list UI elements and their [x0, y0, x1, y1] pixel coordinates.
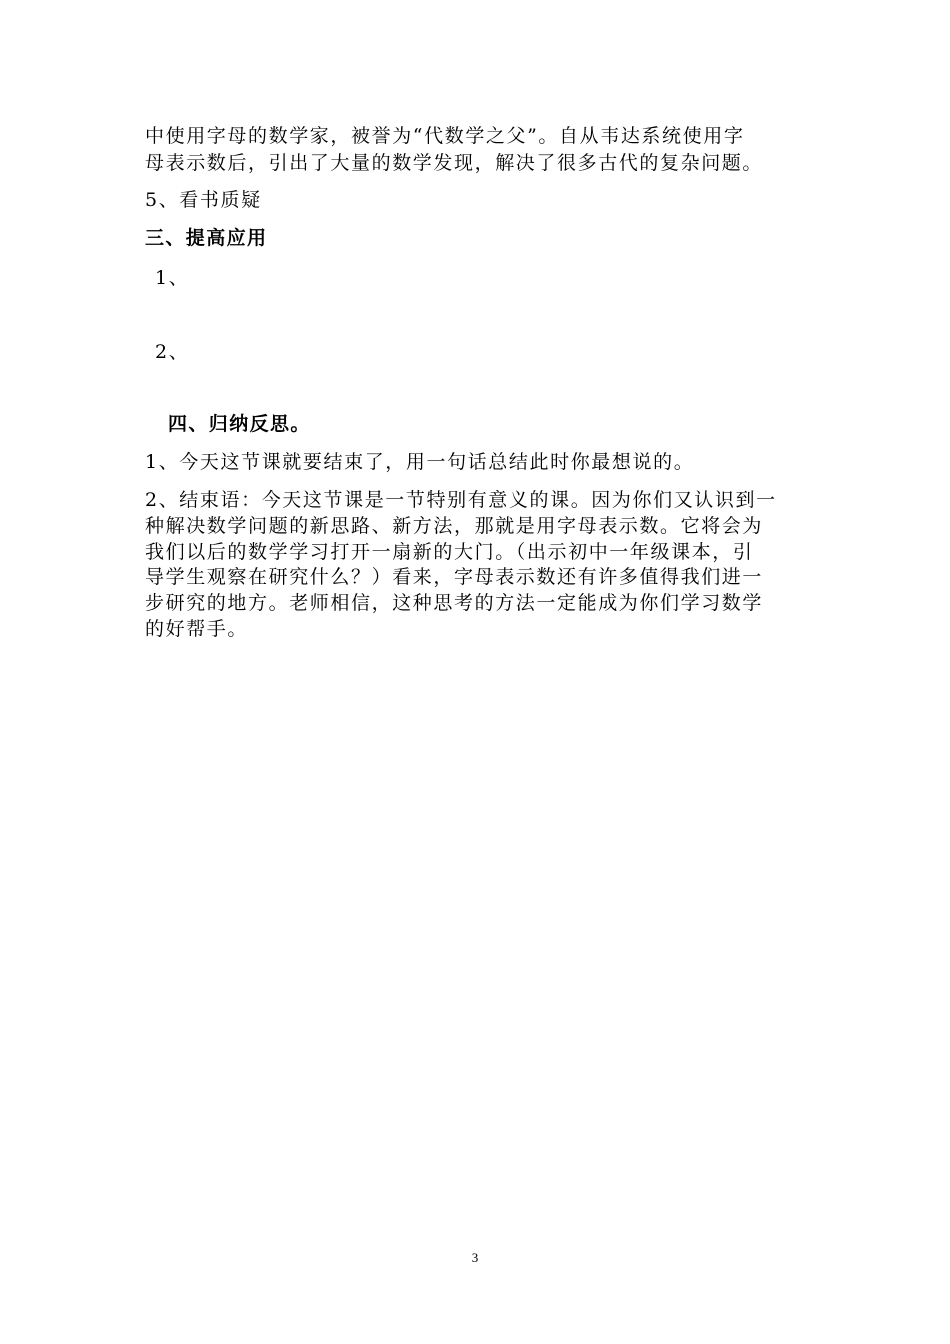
- paragraph-line: 导学生观察在研究什么？）看来，字母表示数还有许多值得我们进一: [145, 566, 764, 588]
- page-number: 3: [471, 1250, 479, 1265]
- paragraph-line: 母表示数后，引出了大量的数学发现，解决了很多古代的复杂问题。: [145, 152, 764, 174]
- paragraph-line: 2、结束语：今天这节课是一节特别有意义的课。因为你们又认识到一: [145, 489, 777, 511]
- paragraph-line: 中使用字母的数学家，被誉为“代数学之父”。自从韦达系统使用字: [145, 125, 745, 147]
- paragraph-line: 我们以后的数学学习打开一扇新的大门。（出示初中一年级课本，引: [145, 541, 754, 563]
- paragraph-line: 种解决数学问题的新思路、新方法，那就是用字母表示数。它将会为: [145, 515, 764, 537]
- list-item: 1、今天这节课就要结束了，用一句话总结此时你最想说的。: [145, 451, 695, 473]
- section-heading: 四、归纳反思。: [168, 413, 311, 435]
- list-item: 2、: [155, 341, 190, 363]
- list-item: 1、: [155, 267, 190, 289]
- list-item: 5、看书质疑: [145, 189, 262, 211]
- paragraph-line: 步研究的地方。老师相信，这种思考的方法一定能成为你们学习数学: [145, 592, 764, 614]
- section-heading: 三、提高应用: [145, 227, 268, 249]
- paragraph-line: 的好帮手。: [145, 618, 249, 640]
